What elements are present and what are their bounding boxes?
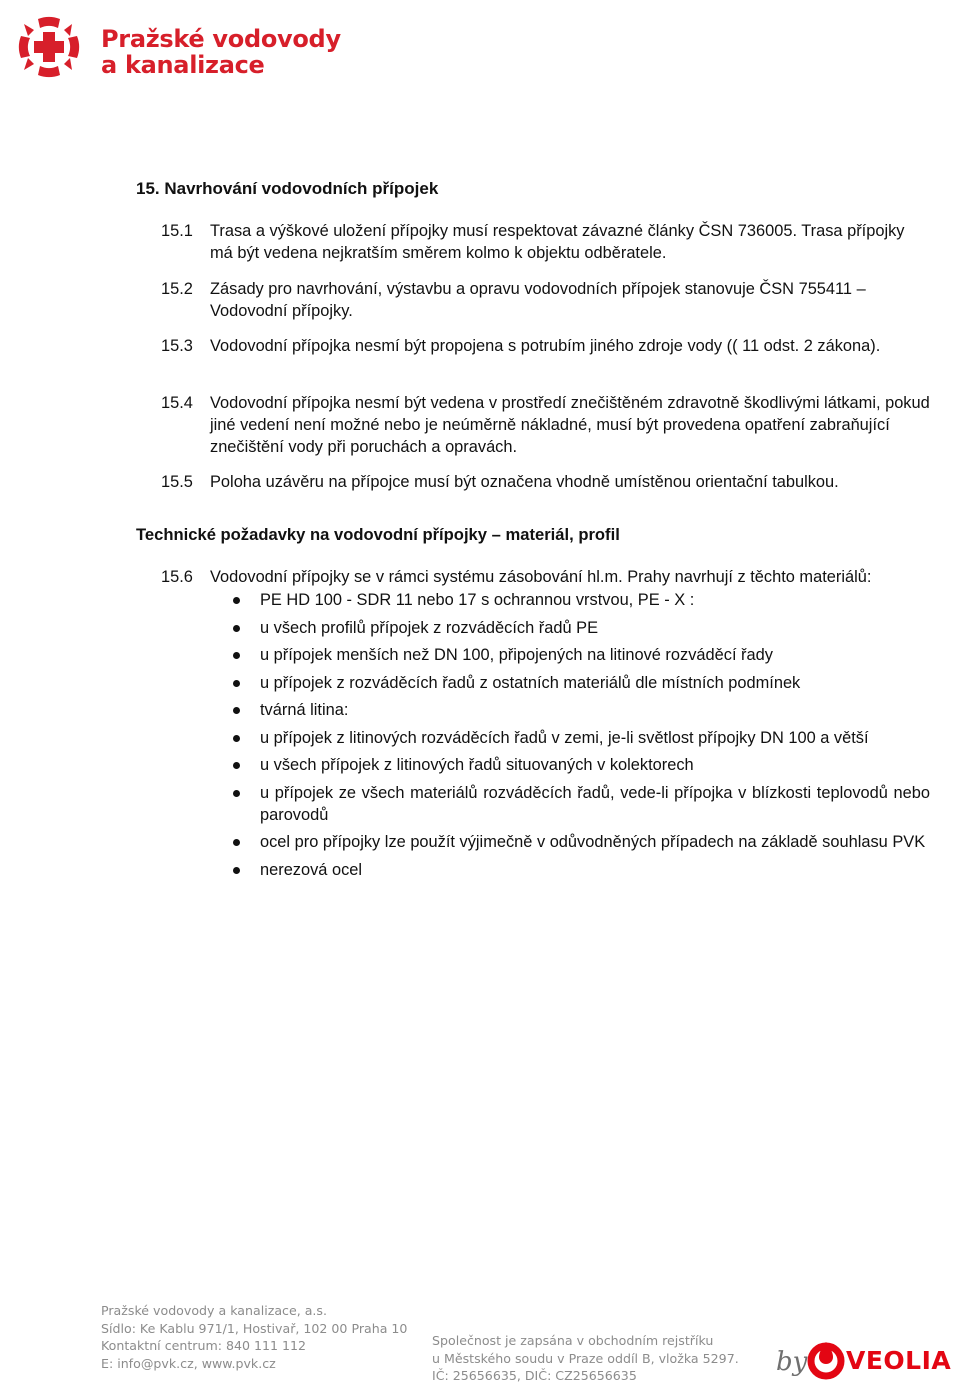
list-item: u přípojek ze všech materiálů rozváděcích řadů, vede-li přípojka v blízkosti teplovodů nebo parovodů: [230, 782, 930, 826]
paragraph-15-2: [161, 278, 931, 322]
list-item: u přípojek z rozváděcích řadů z ostatních materiálů dle místních podmínek: [230, 672, 930, 694]
list-item: u všech přípojek z litinových řadů situovaných v kolektorech: [230, 754, 930, 776]
footer-email: E: info@pvk.cz, www.pvk.cz: [101, 1355, 276, 1371]
footer-register-line2: u Městského soudu v Praze oddíl B, vložka 5297.: [432, 1350, 739, 1366]
brand-name: [101, 26, 341, 78]
footer-ids: IČ: 25656635, DIČ: CZ25656635: [432, 1368, 637, 1383]
veolia-wordmark: VEOLIA: [846, 1346, 952, 1375]
footer-address: Sídlo: Ke Kablu 971/1, Hostivař, 102 00 Praha 10: [101, 1320, 408, 1336]
brand-name-line1: Pražské vodovody: [101, 25, 341, 53]
footer-register-info: [432, 1332, 739, 1385]
paragraph-number: 15.6: [161, 568, 193, 586]
subsection-title-text: Technické požadavky na vodovodní přípojky – materiál, profil: [136, 525, 620, 544]
paragraph-number: 15.2: [161, 280, 193, 298]
brand-name-line2: a kanalizace: [101, 51, 265, 79]
list-item: nerezová ocel: [230, 859, 930, 881]
paragraph-15-1: [161, 220, 931, 264]
paragraph-15-3: [161, 335, 931, 357]
paragraph-text: Trasa a výškové uložení přípojky musí respektovat závazné články ČSN 736005. Trasa přípojky má být vedena nejkratším směrem kolmo k objektu odběratele.: [210, 222, 905, 262]
list-item: u přípojek menších než DN 100, připojených na litinové rozváděcí řady: [230, 644, 930, 666]
by-label: by: [776, 1347, 808, 1377]
subsection-title: [136, 525, 620, 545]
list-item: tvárná litina:: [230, 699, 930, 721]
paragraph-text: Poloha uzávěru na přípojce musí být označena vhodně umístěnou orientační tabulkou.: [210, 473, 839, 491]
list-item: u všech profilů přípojek z rozváděcích řadů PE: [230, 617, 930, 639]
footer-company-name: Pražské vodovody a kanalizace, a.s.: [101, 1303, 327, 1318]
paragraph-text: Zásady pro navrhování, výstavbu a opravu vodovodních přípojek stanovuje ČSN 755411 – Vodovodní přípojky.: [210, 280, 866, 320]
paragraph-text: Vodovodní přípojka nesmí být propojena s potrubím jiného zdroje vody (( 11 odst. 2 zákona).: [210, 337, 881, 355]
paragraph-number: 15.1: [161, 222, 193, 240]
footer-register-line1: Společnost je zapsána v obchodním rejstříku: [432, 1333, 714, 1348]
veolia-logo-icon: [806, 1340, 846, 1380]
paragraph-15-4: [161, 392, 931, 458]
paragraph-number: 15.3: [161, 337, 193, 355]
paragraph-15-6: [161, 566, 931, 588]
paragraph-text: Vodovodní přípojka nesmí být vedena v prostředí znečištěném zdravotně škodlivými látkami, pokud jiné vedení není možné nebo je neúměrně nákladné, musí být provedena opatření zabraňující znečištění vody při poruchách a opravách.: [210, 394, 930, 456]
list-item: PE HD 100 - SDR 11 nebo 17 s ochrannou vrstvou, PE - X :: [230, 589, 930, 611]
list-item: ocel pro přípojky lze použít výjimečně v odůvodněných případech na základě souhlasu PVK: [230, 831, 930, 853]
materials-list: [230, 589, 930, 886]
paragraph-15-5: [161, 471, 931, 493]
section-title: 15. Navrhování vodovodních přípojek: [136, 179, 439, 198]
pvk-logo-icon: [12, 10, 86, 84]
footer-contact: Kontaktní centrum: 840 111 112: [101, 1338, 307, 1353]
paragraph-text: Vodovodní přípojky se v rámci systému zásobování hl.m. Prahy navrhují z těchto materiálů:: [210, 568, 872, 586]
footer-company-info: [101, 1302, 407, 1372]
paragraph-number: 15.5: [161, 473, 193, 491]
paragraph-number: 15.4: [161, 394, 193, 412]
list-item: u přípojek z litinových rozváděcích řadů v zemi, je-li světlost přípojky DN 100 a větší: [230, 727, 930, 749]
